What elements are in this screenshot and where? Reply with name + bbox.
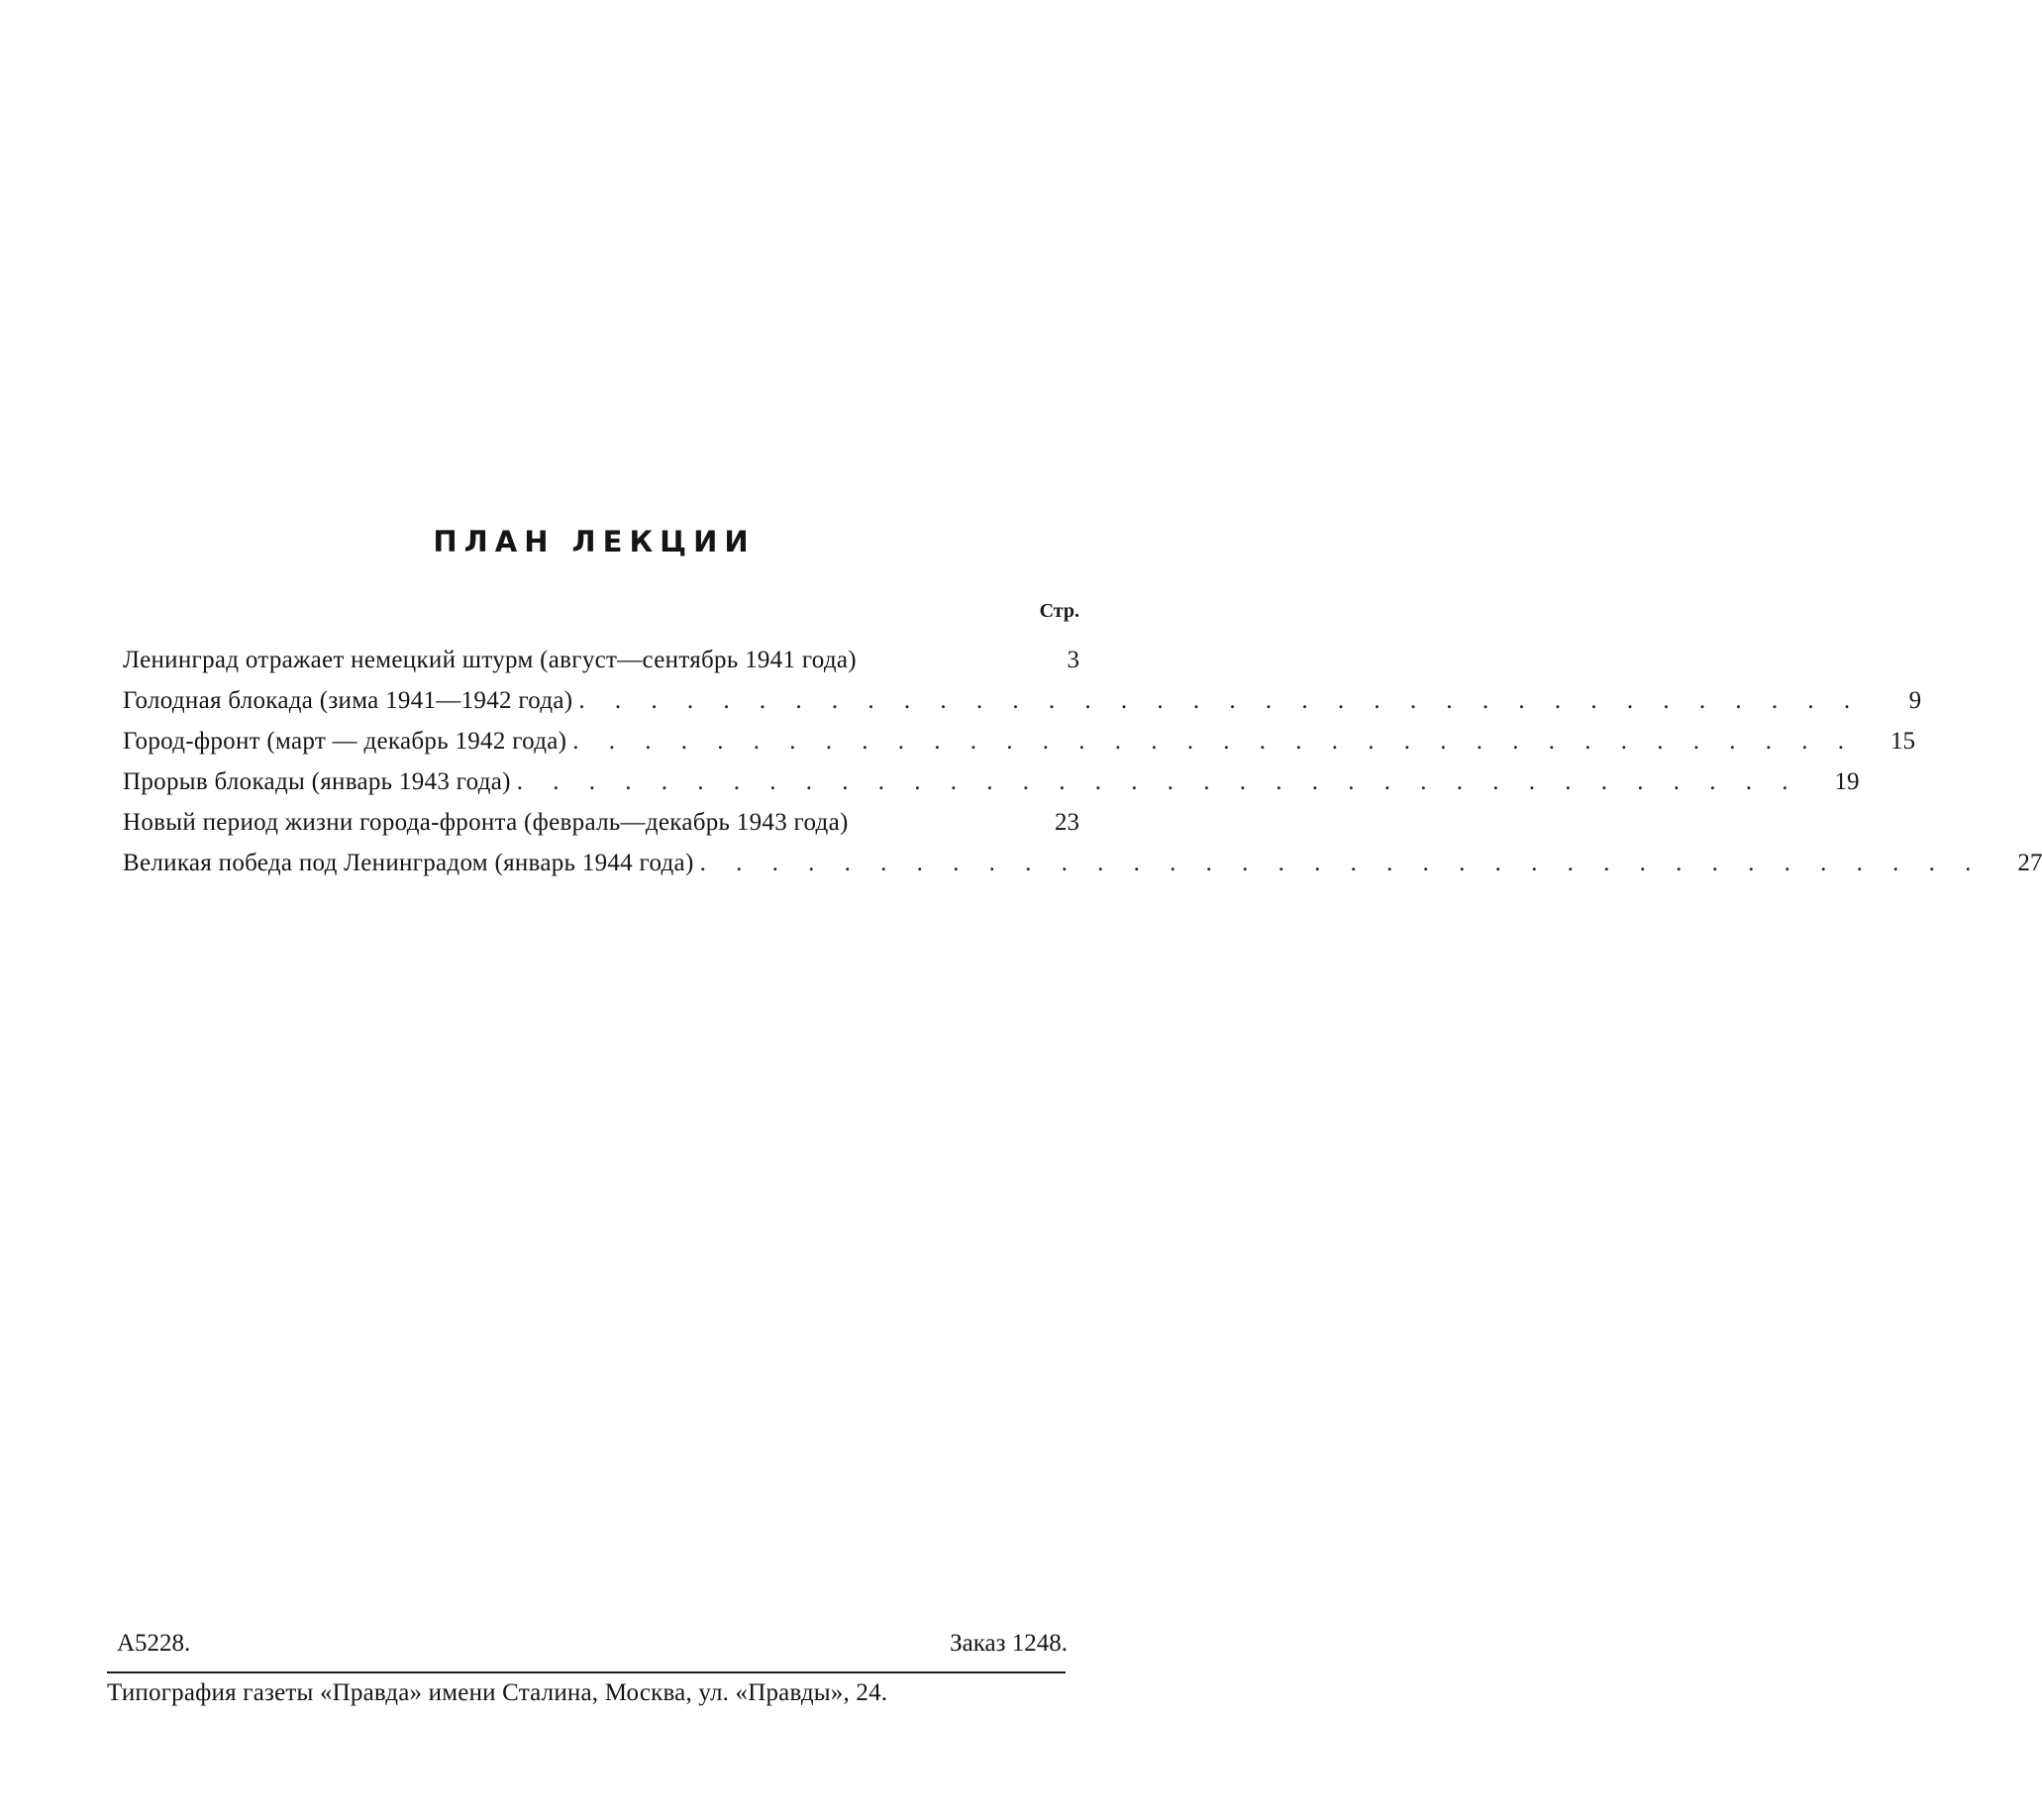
toc-entry-title: Город-фронт (март — декабрь 1942 года) [123, 728, 567, 755]
page-column-label: Стр. [1039, 600, 1079, 622]
toc-dot-leader: . . . . . . . . . . . . . . . . . . . . . . . . . . . . . . . . . . . . [578, 687, 1863, 714]
toc-entry-page: 19 [1834, 768, 1860, 795]
toc-entry-title: Новый период жизни города-фронта (февраль—декабрь 1943 года) [123, 809, 849, 836]
toc-entry [123, 721, 1916, 761]
imprint-code: А5228. [117, 1630, 191, 1657]
imprint-order-number: Заказ 1248. [950, 1630, 1068, 1657]
toc-entry [123, 802, 1079, 843]
toc-entry-page: 9 [1908, 687, 1922, 714]
toc-entry [123, 843, 2042, 883]
toc-dot-leader: . . . . . . . . . . . . . . . . . . . . . . . . . . . . . . . . . . . . [516, 768, 1800, 795]
toc-entry-page: 23 [1055, 809, 1079, 836]
toc-entry [123, 680, 1922, 721]
toc-entry [123, 640, 1079, 680]
table-of-contents [123, 640, 2042, 883]
toc-entry-page: 15 [1890, 728, 1916, 755]
imprint-divider [107, 1671, 1066, 1673]
toc-dot-leader: . . . . . . . . . . . . . . . . . . . . . . . . . . . . . . . . . . . . [699, 850, 1984, 876]
imprint-printer-line: Типография газеты «Правда» имени Сталина, Москва, ул. «Правды», 24. [107, 1679, 888, 1706]
toc-entry [123, 761, 1860, 802]
toc-entry-title: Ленинград отражает немецкий штурм (август—сентябрь 1941 года) [123, 647, 857, 673]
page-title: ПЛАН ЛЕКЦИИ [433, 525, 756, 558]
toc-entry-title: Голодная блокада (зима 1941—1942 года) [123, 687, 573, 714]
toc-entry-title: Прорыв блокады (январь 1943 года) [123, 768, 511, 795]
toc-entry-page: 27 [2017, 850, 2042, 876]
toc-dot-leader: . . . . . . . . . . . . . . . . . . . . . . . . . . . . . . . . . . . . [572, 728, 1857, 755]
toc-entry-title: Великая победа под Ленинградом (январь 1944 года) [123, 850, 694, 876]
toc-entry-page: 3 [1067, 647, 1079, 673]
